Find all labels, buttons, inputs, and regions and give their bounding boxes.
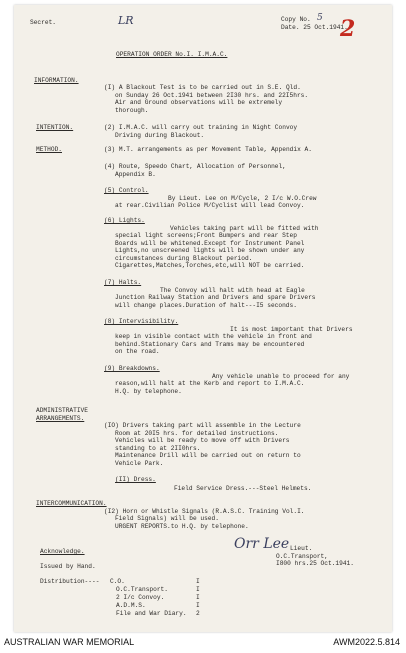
information-line: Air and Ground observations will be extremely (115, 99, 283, 106)
intervisibility-line: behind.Stationary Cars and Trams may be encountered (115, 340, 305, 348)
breakdowns-line: Any vehicle unable to proceed for any (212, 372, 350, 380)
distribution-count: I (196, 586, 200, 593)
footer-bar (0, 634, 406, 653)
breakdowns-line: reason,will halt at the Kerb and report to I.M.A.C. (115, 380, 305, 387)
halts-line: The Convoy will halt with head at Eagle (160, 286, 305, 294)
intercommunication-line: (I2) Horn or Whistle Signals (R.A.S.C. Training Vol.I. (104, 507, 305, 515)
lights-line: Boards will be whitened.Except for Instrument Panel (115, 239, 305, 247)
information-label: INFORMATION. (34, 77, 79, 84)
distribution-item: O.C.Transport. (116, 586, 168, 593)
intervisibility-heading: (8) Intervisibility. (104, 318, 179, 325)
information-line: on Sunday 26 Oct.1941 between 2I30 hrs. and 22I5hrs. (115, 91, 309, 99)
halts-heading: (7) Halts. (104, 279, 142, 286)
admin-line: Maintenance Drill will be carried out on return to (115, 452, 301, 459)
copy-no-value: 5 (317, 13, 323, 23)
signatory-time: I800 hrs.25 Oct.1941. (276, 560, 354, 567)
dress-heading: (II) Dress. (115, 476, 156, 483)
distribution-count: I (196, 578, 200, 585)
intention-label: INTENTION. (36, 124, 74, 131)
issued-by-label: Issued by Hand. (40, 563, 96, 570)
control-line: By Lieut. Lee on M/Cycle, 2 I/c W.O.Crew (168, 194, 317, 202)
method-label: METHOD. (36, 146, 62, 153)
method-line: Appendix B. (115, 170, 156, 178)
control-heading: (5) Control. (104, 187, 149, 194)
intercommunication-line: URGENT REPORTS.to H.Q. by telephone. (115, 522, 249, 530)
halts-line: Junction Railway Station and Drivers and spare Drivers (115, 294, 316, 301)
intervisibility-line: keep in visible contact with the vehicle in front and (115, 333, 312, 340)
distribution-item: File and War Diary. (116, 610, 187, 617)
admin-line: Vehicle Park. (115, 459, 164, 467)
admin-line: Room at 20I5 hrs. for detailed instructions. (115, 429, 279, 437)
footer-source: AUSTRALIAN WAR MEMORIAL (4, 637, 135, 647)
method-line: (4) Route, Speedo Chart, Allocation of Personnel, (104, 163, 286, 170)
halts-line: will change places.Duration of halt---I5 seconds. (115, 301, 297, 309)
control-line: at rear.Civilian Police M/Cyclist will lead Convoy. (115, 202, 305, 209)
copy-no-label: Copy No. (281, 16, 311, 23)
distribution-item: C.O. (110, 578, 125, 585)
lights-line: Cigarettes,Matches,Torches,etc,will NOT be carried. (115, 262, 305, 269)
information-line: (I) A Blackout Test is to be carried out in S.E. Qld. (104, 84, 301, 91)
distribution-label: Distribution---- (40, 578, 100, 585)
signatory-rank: Lieut. (290, 545, 313, 552)
distribution-item: 2 I/c Convoy. (116, 594, 165, 601)
distribution-count: I (196, 602, 200, 609)
distribution-item: A.D.M.S. (116, 602, 146, 609)
footer-item-id: AWM2022.5.814 (333, 637, 400, 647)
dress-line: Field Service Dress.---Steel Helmets. (174, 485, 312, 492)
signature: Orr Lee (234, 536, 290, 552)
document-title: OPERATION ORDER No.I. I.M.A.C. (116, 51, 228, 58)
lights-line: special light screens;Front Bumpers and rear Step (115, 232, 297, 239)
distribution-count: I (196, 594, 200, 601)
breakdowns-line: H.Q. by telephone. (115, 387, 182, 395)
intercommunication-line: Field Signals) will be used. (115, 515, 219, 522)
document-date: Date. 25 Oct.1941. (281, 24, 348, 31)
lights-line: Lights,no unscreened lights will be shown under any (115, 247, 305, 254)
admin-line: standing to at 2II0hrs. (115, 444, 201, 452)
signatory-unit: O.C.Transport, (276, 552, 328, 560)
admin-label-line2: ARRANGEMENTS. (36, 414, 85, 422)
intervisibility-line: It is most important that Drivers (230, 325, 353, 333)
distribution-count: 2 (196, 610, 200, 617)
intention-line: Driving during Blackout. (115, 131, 205, 139)
admin-line: (IO) Drivers taking part will assemble in the Lecture (104, 422, 301, 429)
intercommunication-label: INTERCOMMUNICATION. (36, 500, 107, 507)
red-page-number: 2 (340, 16, 356, 42)
intervisibility-line: on the road. (115, 348, 160, 355)
method-line: (3) M.T. arrangements as per Movement Table, Appendix A. (104, 146, 312, 153)
handwritten-mark: LR (118, 14, 134, 27)
lights-line: Vehicles taking part will be fitted with (170, 224, 319, 232)
lights-line: circumstances during Blackout period. (115, 254, 253, 262)
information-line: thorough. (115, 106, 149, 114)
acknowledge-label: Acknowledge. (40, 548, 85, 555)
admin-line: Vehicles will be ready to move off with Drivers (115, 437, 290, 444)
security-classification: Secret. (30, 19, 56, 26)
lights-heading: (6) Lights. (104, 217, 145, 224)
intention-line: (2) I.M.A.C. will carry out training in Night Convoy (104, 124, 298, 131)
breakdowns-heading: (9) Breakdowns. (104, 365, 160, 372)
admin-label-line1: ADMINISTRATIVE (36, 407, 88, 414)
